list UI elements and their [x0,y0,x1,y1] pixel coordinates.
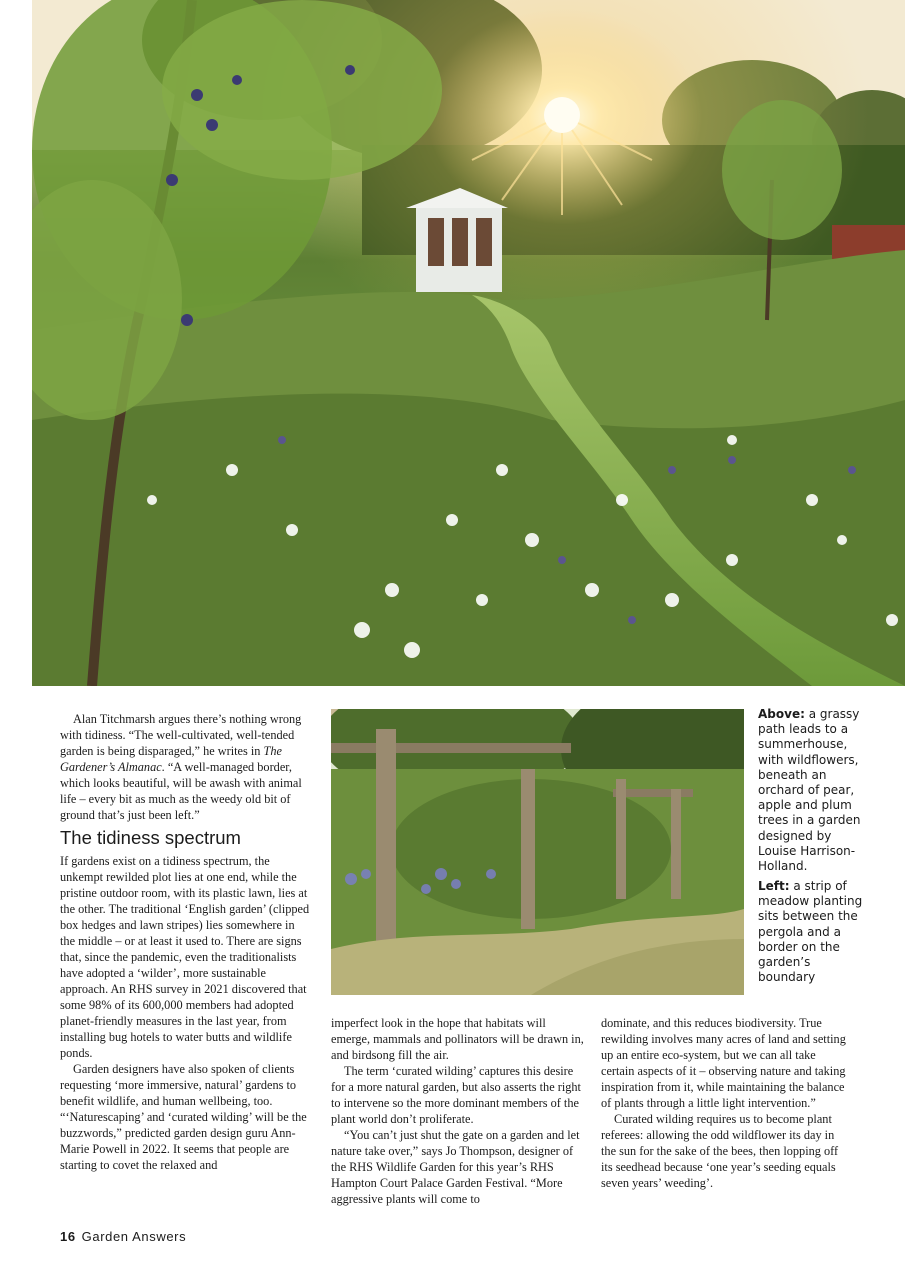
caption-above [758,707,868,874]
section-subhead: The tidiness spectrum [60,827,241,848]
hero-photo [32,0,905,686]
pergola-photo-scene [331,709,744,995]
article-paragraph: “You can’t just shut the gate on a garden and let nature take over,” says Jo Thompson, designer of the RHS Wildlife Garden for this year’s RHS Hampton Court Palace Garden Festival. “More aggressive plants will come to [331,1128,580,1206]
caption-text: a grassy path leads to a summerhouse, with wildflowers, beneath an orchard of pear, apple and plum trees in a garden designed by Louise Harrison-Holland. [758,707,861,874]
article-column-1 [60,711,310,1173]
page-number: 16 [60,1229,76,1244]
caption-label: Above: [758,707,805,721]
article-column-2 [331,1015,587,1207]
article-paragraph: Garden designers have also spoken of clients requesting ‘more immersive, natural’ gardens to benefit wildlife, and human wellbeing, too. “‘Naturescaping’ and ‘curated wilding’ will be the buzzwords,” predicted garden design guru Ann-Marie Powell in 2022. It seems that people are starting to covet the relaxed and [60,1062,307,1172]
hero-photo-scene [32,0,905,686]
caption-text: a strip of meadow planting sits between the pergola and a border on the garden’s boundary [758,879,863,985]
article-paragraph: If gardens exist on a tidiness spectrum, the unkempt rewilded plot lies at one end, while the pristine outdoor room, with its plastic lawn, lies at the other. The traditional ‘English garden’ (clipped box hedges and lawn stripes) lies somewhere in the middle – or at least it used to. There are signs that, since the pandemic, even the traditionalists have adopted a ‘wilder’, more sustainable approach. An RHS survey in 2021 discovered that some 98% of its 600,000 members had adopted planet-friendly measures in the last year, from installing bug hotels to water butts and wildlife ponds. [60,854,310,1060]
article-paragraph: dominate, and this reduces biodiversity. True rewilding involves many acres of land and setting up an entire eco-system, but we can all take certain aspects of it – observing nature and taking inspiration from it, while maintaining the balance of plants through a little light intervention.” [601,1016,846,1110]
book-title: The Gardener’s Almanac [60,744,282,774]
article-column-3 [601,1015,851,1191]
pergola-photo [331,709,744,995]
caption-label: Left: [758,879,790,893]
page-footer [60,1229,186,1244]
magazine-name: Garden Answers [81,1229,187,1244]
article-paragraph: The term ‘curated wilding’ captures this desire for a more natural garden, but also asserts the right to intervene so the more dominant members of the plant world don’t proliferate. [331,1064,581,1126]
article-paragraph: Curated wilding requires us to become plant referees: allowing the odd wildflower its day in the sun for the sake of the bees, then lopping off its seedhead because ‘one year’s seeding equals seven years’ weeding’. [601,1112,839,1190]
caption-left [758,879,868,985]
summerhouse [406,188,508,292]
article-paragraph: Alan Titchmarsh argues there’s nothing wrong with tidiness. “The well-cultivated, well-tended garden is being disparaged,” he writes in The Gardener’s Almanac. “A well-managed border, which looks beautiful, will be awash with animal life – every bit as much as the weedy old bit of ground that’s just been left.” [60,712,302,822]
article-paragraph: imperfect look in the hope that habitats will emerge, mammals and pollinators will be drawn in, and birdsong fill the air. [331,1016,584,1062]
